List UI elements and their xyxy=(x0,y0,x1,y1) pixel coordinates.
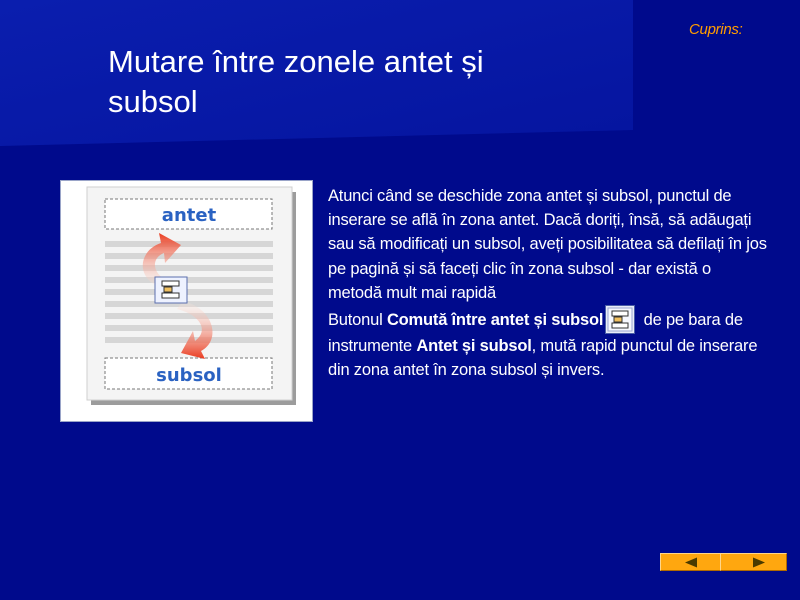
previous-slide-button[interactable] xyxy=(660,553,727,571)
footer-area-label: subsol xyxy=(156,365,222,386)
switch-button-name: Comută între antet și subsol xyxy=(386,311,604,330)
header-area-label: antet xyxy=(161,205,217,226)
next-slide-button[interactable] xyxy=(720,553,787,571)
header-footer-illustration xyxy=(60,180,313,422)
slide-body-text xyxy=(328,184,768,382)
body-paragraph-1: Atunci când se deschide zona antet și subsol, punctul de inserare se află în zona antet. Dacă doriți, însă, să adăugați sau să modificați un subsol, aveți posibilitatea să defilați în jos pe pagină și să faceți clic în zona subsol - dar există o metodă mult mai rapidă xyxy=(328,187,767,302)
body-paragraph-2-start: Butonul xyxy=(328,311,387,330)
toolbar-name: Antet și subsol xyxy=(416,337,532,356)
right-triangle-icon xyxy=(721,554,788,572)
body-paragraph-2-end: , mută rapid punctul de inserare din zona antet în zona subsol și invers. xyxy=(328,337,758,380)
switch-header-footer-icon xyxy=(155,277,187,303)
left-triangle-icon xyxy=(661,554,728,572)
slide-title: Mutare între zonele antet și subsol xyxy=(108,44,484,119)
table-of-contents-link[interactable]: Cuprins: xyxy=(689,21,743,38)
switch-header-footer-button-icon xyxy=(605,305,635,334)
body-paragraph-2-mid: de pe bara de instrumente xyxy=(328,311,743,356)
